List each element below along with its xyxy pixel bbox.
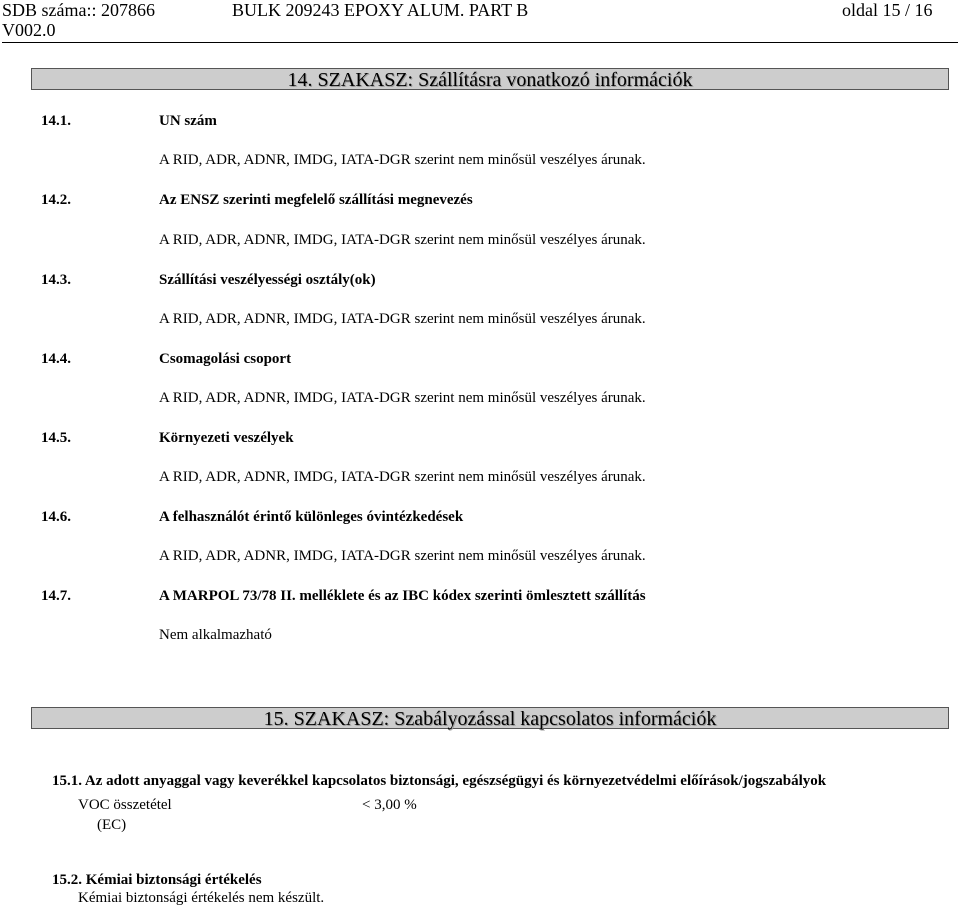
- voc-label: VOC összetétel: [78, 797, 172, 813]
- voc-unit: (EC): [97, 817, 127, 833]
- item-14-6-text: A RID, ADR, ADNR, IMDG, IATA-DGR szerint nem minősül veszélyes árunak.: [159, 548, 646, 564]
- version: V002.0: [2, 20, 56, 40]
- item-14-5-title: Környezeti veszélyek: [159, 430, 294, 446]
- sdb-number: SDB száma:: 207866: [2, 0, 155, 20]
- item-14-4-number: 14.4.: [41, 351, 71, 367]
- subsection-15-1-title: 15.1. Az adott anyaggal vagy keverékkel kapcsolatos biztonsági, egészségügyi és környezetvédelmi előírások/jogszabályok: [52, 773, 827, 789]
- item-14-2-title: Az ENSZ szerinti megfelelő szállítási megnevezés: [159, 192, 473, 208]
- page-number: oldal 15 / 16: [842, 0, 933, 20]
- item-14-2-text: A RID, ADR, ADNR, IMDG, IATA-DGR szerint nem minősül veszélyes árunak.: [159, 232, 646, 248]
- product-name: BULK 209243 EPOXY ALUM. PART B: [232, 0, 529, 20]
- item-14-5-number: 14.5.: [41, 430, 71, 446]
- subsection-15-2-title: 15.2. Kémiai biztonsági értékelés: [52, 872, 262, 888]
- item-14-3-title: Szállítási veszélyességi osztály(ok): [159, 272, 376, 288]
- item-14-2-number: 14.2.: [41, 192, 71, 208]
- item-14-3-text: A RID, ADR, ADNR, IMDG, IATA-DGR szerint nem minősül veszélyes árunak.: [159, 311, 646, 327]
- item-14-6-number: 14.6.: [41, 509, 71, 525]
- item-14-1-title: UN szám: [159, 113, 217, 129]
- item-14-5-text: A RID, ADR, ADNR, IMDG, IATA-DGR szerint nem minősül veszélyes árunak.: [159, 469, 646, 485]
- item-14-7-text: Nem alkalmazható: [159, 627, 272, 643]
- item-14-4-title: Csomagolási csoport: [159, 351, 292, 367]
- section-15-heading: 15. SZAKASZ: Szabályozással kapcsolatos információk: [31, 707, 949, 729]
- item-14-7-number: 14.7.: [41, 588, 71, 604]
- item-14-1-text: A RID, ADR, ADNR, IMDG, IATA-DGR szerint nem minősül veszélyes árunak.: [159, 152, 646, 168]
- item-14-1-number: 14.1.: [41, 113, 71, 129]
- section-14-heading: 14. SZAKASZ: Szállításra vonatkozó információk: [31, 68, 949, 90]
- item-14-4-text: A RID, ADR, ADNR, IMDG, IATA-DGR szerint nem minősül veszélyes árunak.: [159, 390, 646, 406]
- item-14-7-title: A MARPOL 73/78 II. melléklete és az IBC kódex szerinti ömlesztett szállítás: [159, 588, 646, 604]
- subsection-15-2-text: Kémiai biztonsági értékelés nem készült.: [78, 890, 325, 906]
- voc-value: < 3,00 %: [362, 797, 417, 813]
- item-14-3-number: 14.3.: [41, 272, 71, 288]
- header-rule: [2, 42, 958, 43]
- item-14-6-title: A felhasználót érintő különleges óvintézkedések: [159, 509, 464, 525]
